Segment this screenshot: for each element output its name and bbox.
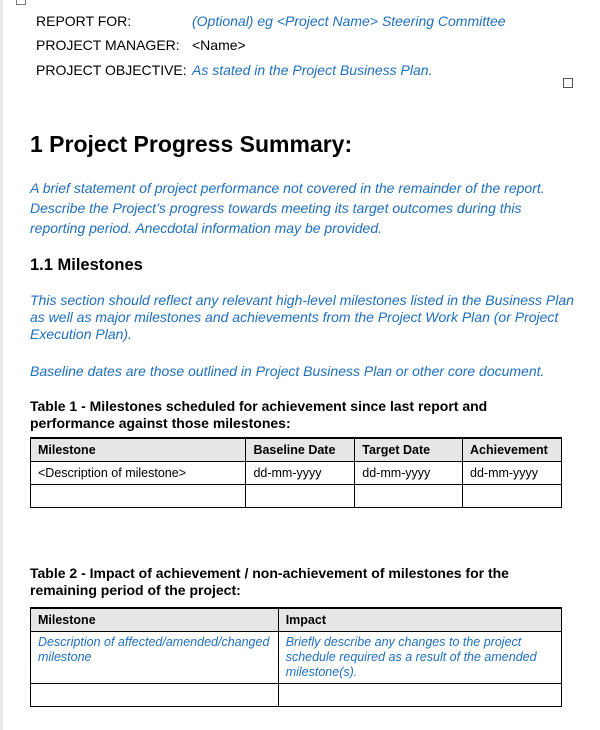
table-cell[interactable]: <Description of milestone> [31, 462, 246, 485]
table-row [31, 632, 562, 684]
table-row [31, 485, 562, 508]
table-cell[interactable]: dd-mm-yyyy [246, 462, 355, 485]
table2-caption: Table 2 - Impact of achievement / non-achievement of milestones for the remaining period of the project: [30, 565, 509, 598]
table-cell[interactable]: Briefly describe any changes to the project schedule required as a result of the amended milestone(s). [278, 632, 561, 684]
col-achievement-header: Achievement [463, 438, 562, 462]
report-for-label: REPORT FOR: [36, 13, 132, 29]
table-cell[interactable] [246, 485, 355, 508]
table-header-row [31, 608, 562, 632]
corner-mark [16, 0, 26, 5]
col-target-date-header: Target Date [355, 438, 463, 462]
milestones-heading: 1.1 Milestones [30, 256, 143, 274]
col-baseline-date-header: Baseline Date [246, 438, 355, 462]
report-for-value: (Optional) eg <Project Name> Steering Committee [192, 13, 506, 29]
table-cell[interactable] [31, 485, 246, 508]
project-manager-label: PROJECT MANAGER: [36, 37, 180, 53]
milestones-para2: Baseline dates are those outlined in Project Business Plan or other core document. [30, 363, 545, 379]
col-impact-header: Impact [278, 608, 561, 632]
table-row [31, 462, 562, 485]
milestones-para1: This section should reflect any relevant high-level milestones listed in the Business Plan as well as major milestones and achievements from the Project Work Plan (or Project Execution Plan). [30, 292, 574, 342]
col-milestone-header: Milestone [31, 608, 279, 632]
section1-heading: 1 Project Progress Summary: [30, 131, 353, 157]
checkbox[interactable] [563, 78, 573, 88]
milestones-table [30, 437, 562, 508]
table-header-row [31, 438, 562, 462]
table1-caption: Table 1 - Milestones scheduled for achievement since last report and performance against those milestones: [30, 398, 488, 431]
table-cell[interactable]: Description of affected/amended/changed milestone [31, 632, 279, 684]
table-cell[interactable]: dd-mm-yyyy [355, 462, 463, 485]
page-edge [0, 0, 3, 730]
table-cell[interactable]: dd-mm-yyyy [463, 462, 562, 485]
project-objective-value: As stated in the Project Business Plan. [192, 62, 433, 78]
table-row [31, 684, 562, 707]
table-cell[interactable] [31, 684, 279, 707]
project-objective-label: PROJECT OBJECTIVE: [36, 62, 187, 78]
project-manager-value: <Name> [192, 37, 246, 53]
table-cell[interactable] [355, 485, 463, 508]
col-milestone-header: Milestone [31, 438, 246, 462]
table-cell[interactable] [278, 684, 561, 707]
impact-table [30, 607, 562, 707]
table-cell[interactable] [463, 485, 562, 508]
section1-body: A brief statement of project performance not covered in the remainder of the report. Describe the Project’s progress towards meeting its target outcomes during this reporting period. Anecdotal information may be provided. [30, 180, 545, 236]
